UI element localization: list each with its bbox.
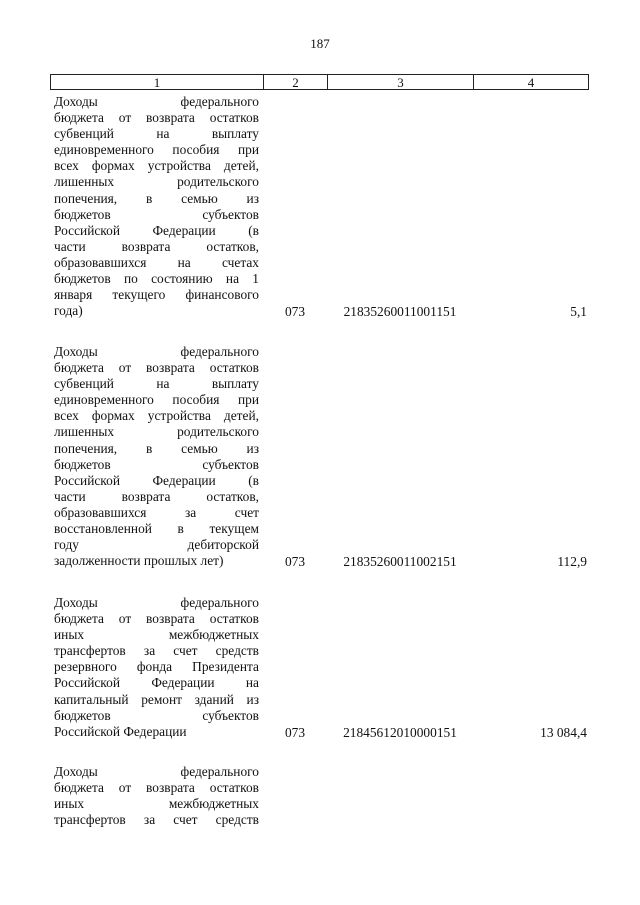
budget-classification-code: 21835260011002151 [343, 553, 457, 569]
description-line: Доходы федерального [54, 595, 259, 610]
description-line: бюджетов по состоянию на 1 [54, 271, 259, 287]
description-line: Доходы федерального [54, 344, 259, 359]
header-cell-4: 4 [527, 74, 535, 90]
description-line: бюджетов субъектов [54, 707, 259, 723]
description-line: лишенных родительского [54, 174, 259, 190]
description-line: части возврата остатков, [54, 488, 259, 504]
table-header-row [50, 74, 589, 90]
description-line: бюджета от возврата остатков [54, 611, 259, 627]
description-line: субвенций на выплату [54, 126, 259, 142]
description-line: резервного фонда Президента [54, 659, 259, 675]
description-line: лишенных родительского [54, 424, 259, 440]
description-line: бюджета от возврата остатков [54, 780, 259, 796]
description-line: Российской Федерации (в [54, 222, 259, 238]
admin-code: 073 [284, 303, 306, 319]
admin-code: 073 [284, 553, 306, 569]
description-line: всех формах устройства детей, [54, 408, 259, 424]
description-line: Российской Федерации на [54, 675, 259, 691]
description-line: бюджетов субъектов [54, 206, 259, 222]
description-line: единовременного пособия при [54, 142, 259, 158]
budget-classification-code: 21845612010000151 [343, 724, 457, 740]
description-line: образовавшихся на счетах [54, 254, 259, 270]
description-line: Доходы федерального [54, 94, 259, 109]
table-row [50, 595, 589, 741]
description-line: трансфертов за счет средств [54, 643, 259, 659]
description-line: года) [54, 303, 83, 319]
row-description [54, 764, 259, 828]
description-line: всех формах устройства детей, [54, 158, 259, 174]
row-description [54, 94, 259, 319]
table-row [50, 764, 589, 830]
description-line: году дебиторской [54, 537, 259, 553]
amount: 13 084,4 [540, 724, 587, 740]
description-line: Российской Федерации [54, 723, 187, 739]
description-line: иных межбюджетных [54, 627, 259, 643]
description-line: попечения, в семью из [54, 440, 259, 456]
description-line: попечения, в семью из [54, 190, 259, 206]
description-line: января текущего финансового [54, 287, 259, 303]
table-row [50, 94, 589, 320]
description-line: образовавшихся за счет [54, 504, 259, 520]
row-description [54, 595, 259, 740]
description-line: трансфертов за счет средств [54, 812, 259, 828]
row-description [54, 344, 259, 569]
description-line: единовременного пособия при [54, 392, 259, 408]
table-row [50, 344, 589, 570]
description-line: Российской Федерации (в [54, 472, 259, 488]
description-line: субвенций на выплату [54, 376, 259, 392]
budget-classification-code: 21835260011001151 [343, 303, 457, 319]
description-line: части возврата остатков, [54, 238, 259, 254]
description-line: иных межбюджетных [54, 796, 259, 812]
description-line: восстановленной в текущем [54, 521, 259, 537]
header-cell-3: 3 [328, 75, 474, 89]
admin-code: 073 [284, 724, 306, 740]
header-cell-2: 2 [264, 75, 328, 89]
description-line: бюджетов субъектов [54, 456, 259, 472]
description-line: бюджета от возврата остатков [54, 110, 259, 126]
amount: 112,9 [557, 553, 587, 569]
description-line: Доходы федерального [54, 764, 259, 779]
description-line: задолженности прошлых лет) [54, 553, 224, 569]
page-number: 187 [310, 36, 330, 51]
amount: 5,1 [570, 303, 587, 319]
description-line: капитальный ремонт зданий из [54, 691, 259, 707]
description-line: бюджета от возврата остатков [54, 360, 259, 376]
header-cell-1: 1 [51, 75, 264, 89]
